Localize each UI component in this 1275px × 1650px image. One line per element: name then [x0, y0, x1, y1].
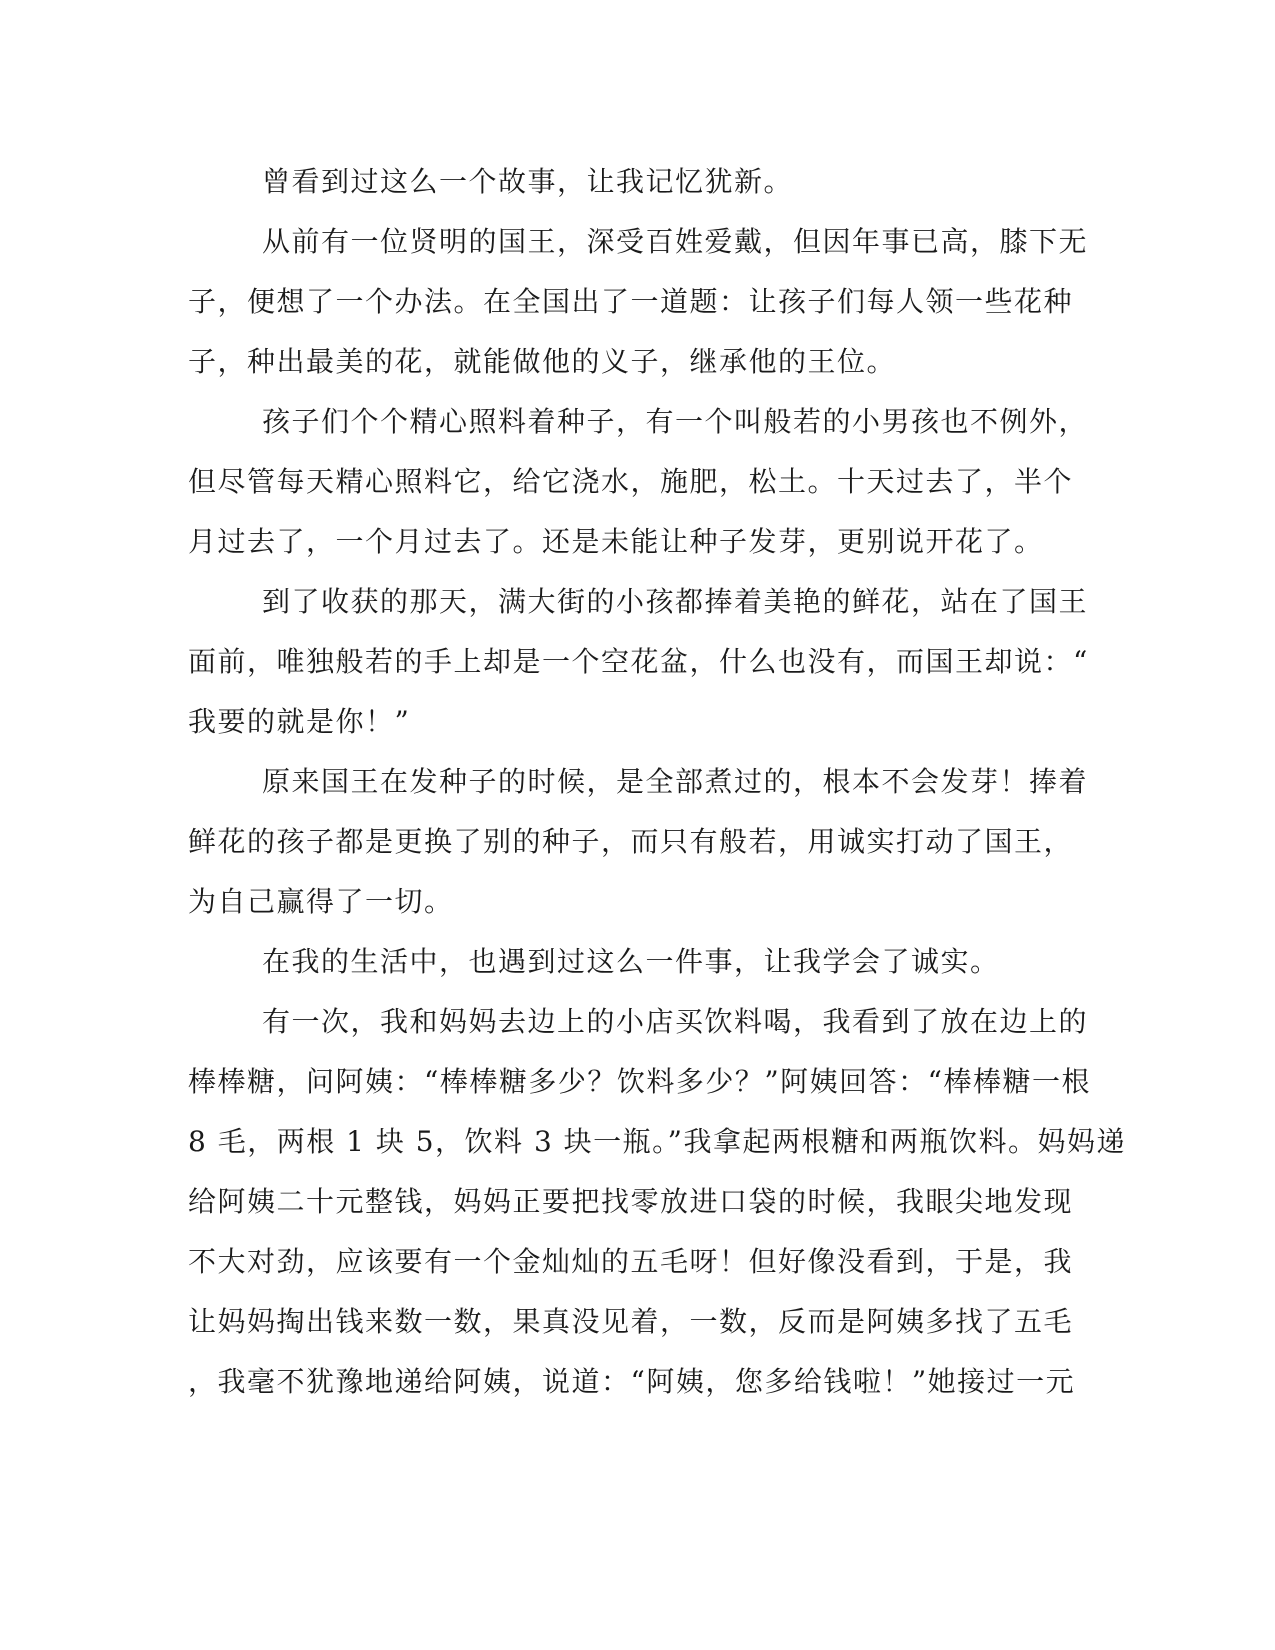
paragraph-3 — [188, 402, 1088, 582]
document-body — [188, 162, 1126, 1422]
text-line: 子，便想了一个办法。在全国出了一道题：让孩子们每人领一些花种 — [188, 285, 1074, 318]
text-line: 面前，唯独般若的手上却是一个空花盆，什么也没有，而国王却说：“ — [188, 645, 1089, 678]
paragraph-5 — [188, 762, 1088, 942]
text-line: ，我毫不犹豫地递给阿姨，说道：“阿姨，您多给钱啦！”她接过一元 — [188, 1365, 1076, 1398]
text-line: 我要的就是你！” — [188, 705, 411, 738]
text-line: 鲜花的孩子都是更换了别的种子，而只有般若，用诚实打动了国王， — [188, 825, 1074, 858]
text-line: 8 毛，两根 1 块 5，饮料 3 块一瓶。”我拿起两根糖和两瓶饮料。妈妈递 — [188, 1125, 1126, 1158]
paragraph-1 — [188, 162, 1088, 222]
paragraph-4 — [188, 582, 1088, 762]
text-line: 子，种出最美的花，就能做他的义子，继承他的王位。 — [188, 345, 897, 378]
text-line: 不大对劲，应该要有一个金灿灿的五毛呀！但好像没看到，于是，我 — [188, 1245, 1074, 1278]
text-line: 有一次，我和妈妈去边上的小店买饮料喝，我看到了放在边上的 — [262, 1005, 1089, 1038]
text-line: 棒棒糖，问阿姨：“棒棒糖多少？饮料多少？”阿姨回答：“棒棒糖一根 — [188, 1065, 1091, 1098]
text-line: 原来国王在发种子的时候，是全部煮过的，根本不会发芽！捧着 — [262, 765, 1089, 798]
paragraph-7 — [188, 1002, 1126, 1422]
text-line: 月过去了，一个月过去了。还是未能让种子发芽，更别说开花了。 — [188, 525, 1044, 558]
text-line: 到了收获的那天，满大街的小孩都捧着美艳的鲜花，站在了国王 — [262, 585, 1089, 618]
text-line: 在我的生活中，也遇到过这么一件事，让我学会了诚实。 — [262, 945, 1000, 978]
text-line: 从前有一位贤明的国王，深受百姓爱戴，但因年事已高，膝下无 — [262, 225, 1089, 258]
text-line: 让妈妈掏出钱来数一数，果真没见着，一数，反而是阿姨多找了五毛 — [188, 1305, 1074, 1338]
text-line: 但尽管每天精心照料它，给它浇水，施肥，松土。十天过去了，半个 — [188, 465, 1074, 498]
text-line: 为自己赢得了一切。 — [188, 885, 454, 918]
paragraph-6 — [188, 942, 1088, 1002]
text-line: 给阿姨二十元整钱，妈妈正要把找零放进口袋的时候，我眼尖地发现 — [188, 1185, 1074, 1218]
paragraph-2 — [188, 222, 1088, 402]
text-line: 孩子们个个精心照料着种子，有一个叫般若的小男孩也不例外， — [262, 405, 1089, 438]
text-line: 曾看到过这么一个故事，让我记忆犹新。 — [262, 165, 794, 198]
